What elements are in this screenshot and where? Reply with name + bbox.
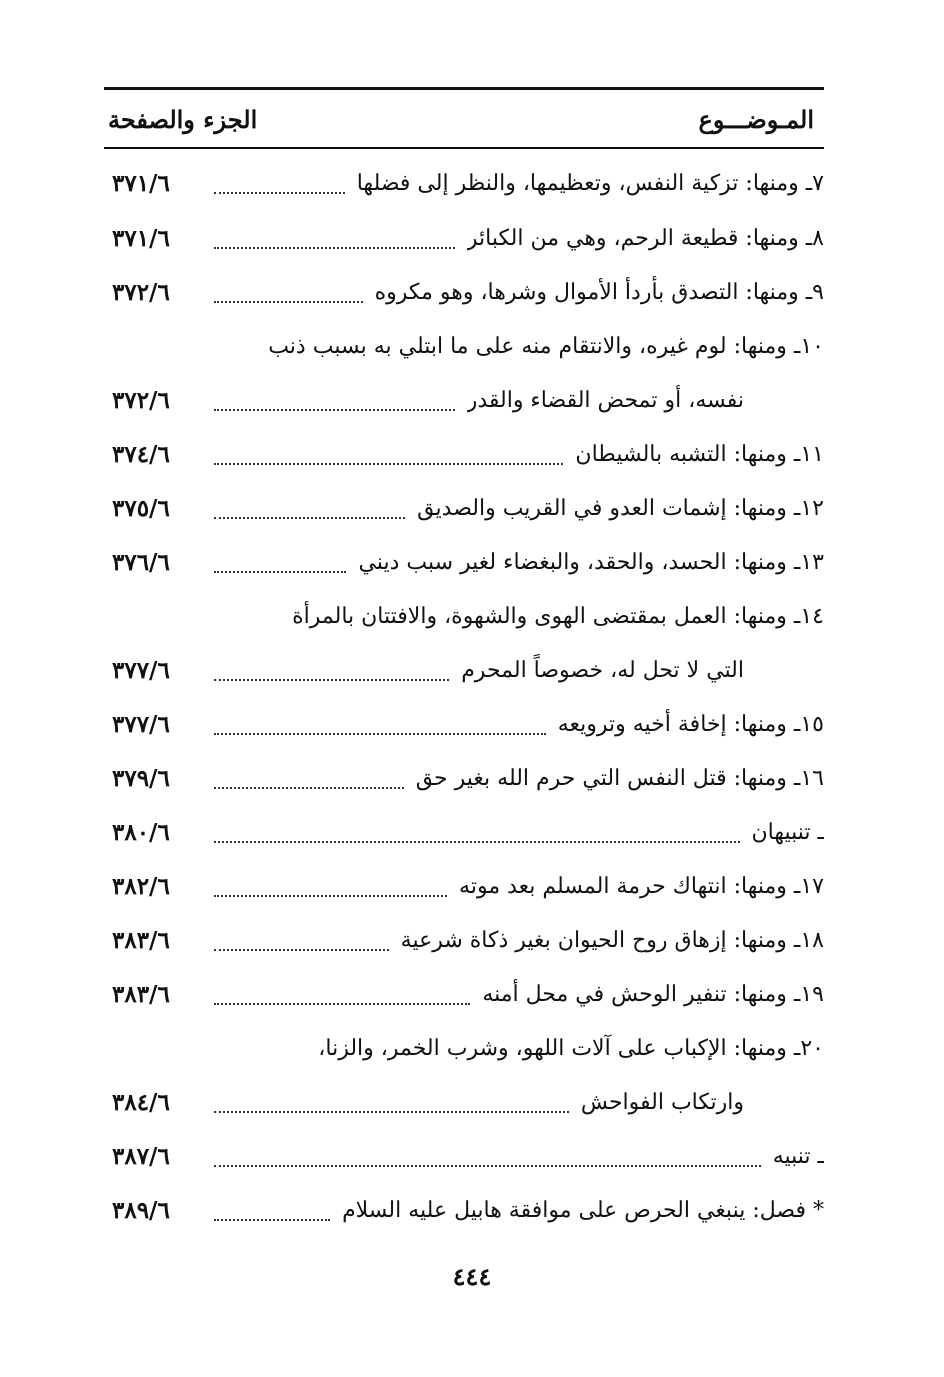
toc-entry-page: ٣٧١/٦ [112,225,170,252]
toc-entry-page: ٣٧٧/٦ [112,657,170,684]
toc-entry-title: ـ تنبيهان [751,820,824,845]
toc-entry-page: ٣٧٢/٦ [112,279,170,306]
column-header-volume-page: الجزء والصفحة [108,105,258,134]
toc-row [104,160,824,210]
dot-leader [214,733,546,735]
toc-entry-page: ٣٨٤/٦ [112,1089,170,1116]
toc-row [104,539,824,589]
toc-entry-title: ١٧ـ ومنها: انتهاك حرمة المسلم بعد موته [459,874,824,899]
toc-entry-title: التي لا تحل له، خصوصاً المحرم [461,658,744,683]
dot-leader [214,1003,470,1005]
toc-entry-title: ١٤ـ ومنها: العمل بمقتضى الهوى والشهوة، والافتتان بالمرأة [292,604,824,629]
dot-leader [214,895,447,897]
toc-entry-page: ٣٧٧/٦ [112,711,170,738]
toc-row [104,701,824,751]
toc-row [104,323,824,373]
dot-leader [214,841,740,843]
toc-entry-page: ٣٨٢/٦ [112,873,170,900]
toc-entry-title: ١٥ـ ومنها: إخافة أخيه وترويعه [557,712,824,737]
toc-row [104,971,824,1021]
toc-row [104,269,824,319]
toc-entry-title: ١٩ـ ومنها: تنفير الوحش في محل أمنه [482,982,824,1007]
toc-row [104,755,824,805]
toc-entry-title: ١١ـ ومنها: التشبه بالشيطان [575,442,824,467]
toc-row [104,1187,824,1237]
column-header-topic: المـوضـــوع [698,105,814,134]
toc-entry-page: ٣٨٩/٦ [112,1197,170,1224]
toc-entry-page: ٣٨٧/٦ [112,1143,170,1170]
dot-leader [214,247,455,249]
toc-row [104,863,824,913]
toc-entry-page: ٣٧٥/٦ [112,495,170,522]
toc-row [104,647,824,697]
toc-entry-page: ٣٧٢/٦ [112,387,170,414]
dot-leader [214,949,389,951]
toc-entry-page: ٣٧٤/٦ [112,441,170,468]
dot-leader [214,409,455,411]
toc-entry-title: ٩ـ ومنها: التصدق بأردأ الأموال وشرها، وهو مكروه [374,280,824,305]
toc-row [104,917,824,967]
dot-leader [214,1165,761,1167]
toc-entry-title: ٨ـ ومنها: قطيعة الرحم، وهي من الكبائر [466,226,824,251]
toc-entry-page: ٣٨٣/٦ [112,927,170,954]
toc-entry-page: ٣٧١/٦ [112,170,170,197]
dot-leader [214,679,449,681]
toc-entry-title: ـ تنبيه [772,1144,824,1169]
dot-leader [214,301,363,303]
toc-entry-title: * فصل: ينبغي الحرص على موافقة هابيل عليه السلام [342,1198,824,1223]
toc-row [104,1133,824,1183]
toc-row [104,215,824,265]
dot-leader [214,1219,330,1221]
toc-entry-title: ١٣ـ ومنها: الحسد، والحقد، والبغضاء لغير سبب ديني [358,550,824,575]
toc-row [104,593,824,643]
toc-entry-page: ٣٨٣/٦ [112,981,170,1008]
toc-entry-title: نفسه، أو تمحض القضاء والقدر [466,388,744,413]
dot-leader [214,1111,569,1113]
dot-leader [214,192,345,194]
toc-entry-title: ٢٠ـ ومنها: الإكباب على آلات اللهو، وشرب الخمر، والزنا، [318,1036,824,1061]
toc-entry-title: وارتكاب الفواحش [580,1090,744,1115]
toc-entry-title: ١٢ـ ومنها: إشمات العدو في القريب والصديق [417,496,824,521]
toc-entry-title: ٧ـ ومنها: تزكية النفس، وتعظيمها، والنظر إلى فضلها [356,171,824,196]
header-bottom-rule [104,147,824,149]
dot-leader [214,517,405,519]
dot-leader [214,571,346,573]
toc-entry-title: ١٠ـ ومنها: لوم غيره، والانتقام منه على ما ابتلي به بسبب ذنب [268,334,824,359]
toc-entry-page: ٣٨٠/٦ [112,819,170,846]
toc-entry-title: ١٨ـ ومنها: إزهاق روح الحيوان بغير ذكاة شرعية [400,928,824,953]
page-number: ٤٤٤ [452,1262,492,1291]
dot-leader [214,787,404,789]
toc-row [104,1079,824,1129]
dot-leader [214,463,563,465]
toc-row [104,1025,824,1075]
toc-row [104,377,824,427]
toc-row [104,485,824,535]
header-top-rule [104,87,824,90]
toc-entry-title: ١٦ـ ومنها: قتل النفس التي حرم الله بغير حق [415,766,824,791]
toc-entry-page: ٣٧٦/٦ [112,549,170,576]
toc-row [104,809,824,859]
toc-row [104,431,824,481]
toc-entry-page: ٣٧٩/٦ [112,765,170,792]
